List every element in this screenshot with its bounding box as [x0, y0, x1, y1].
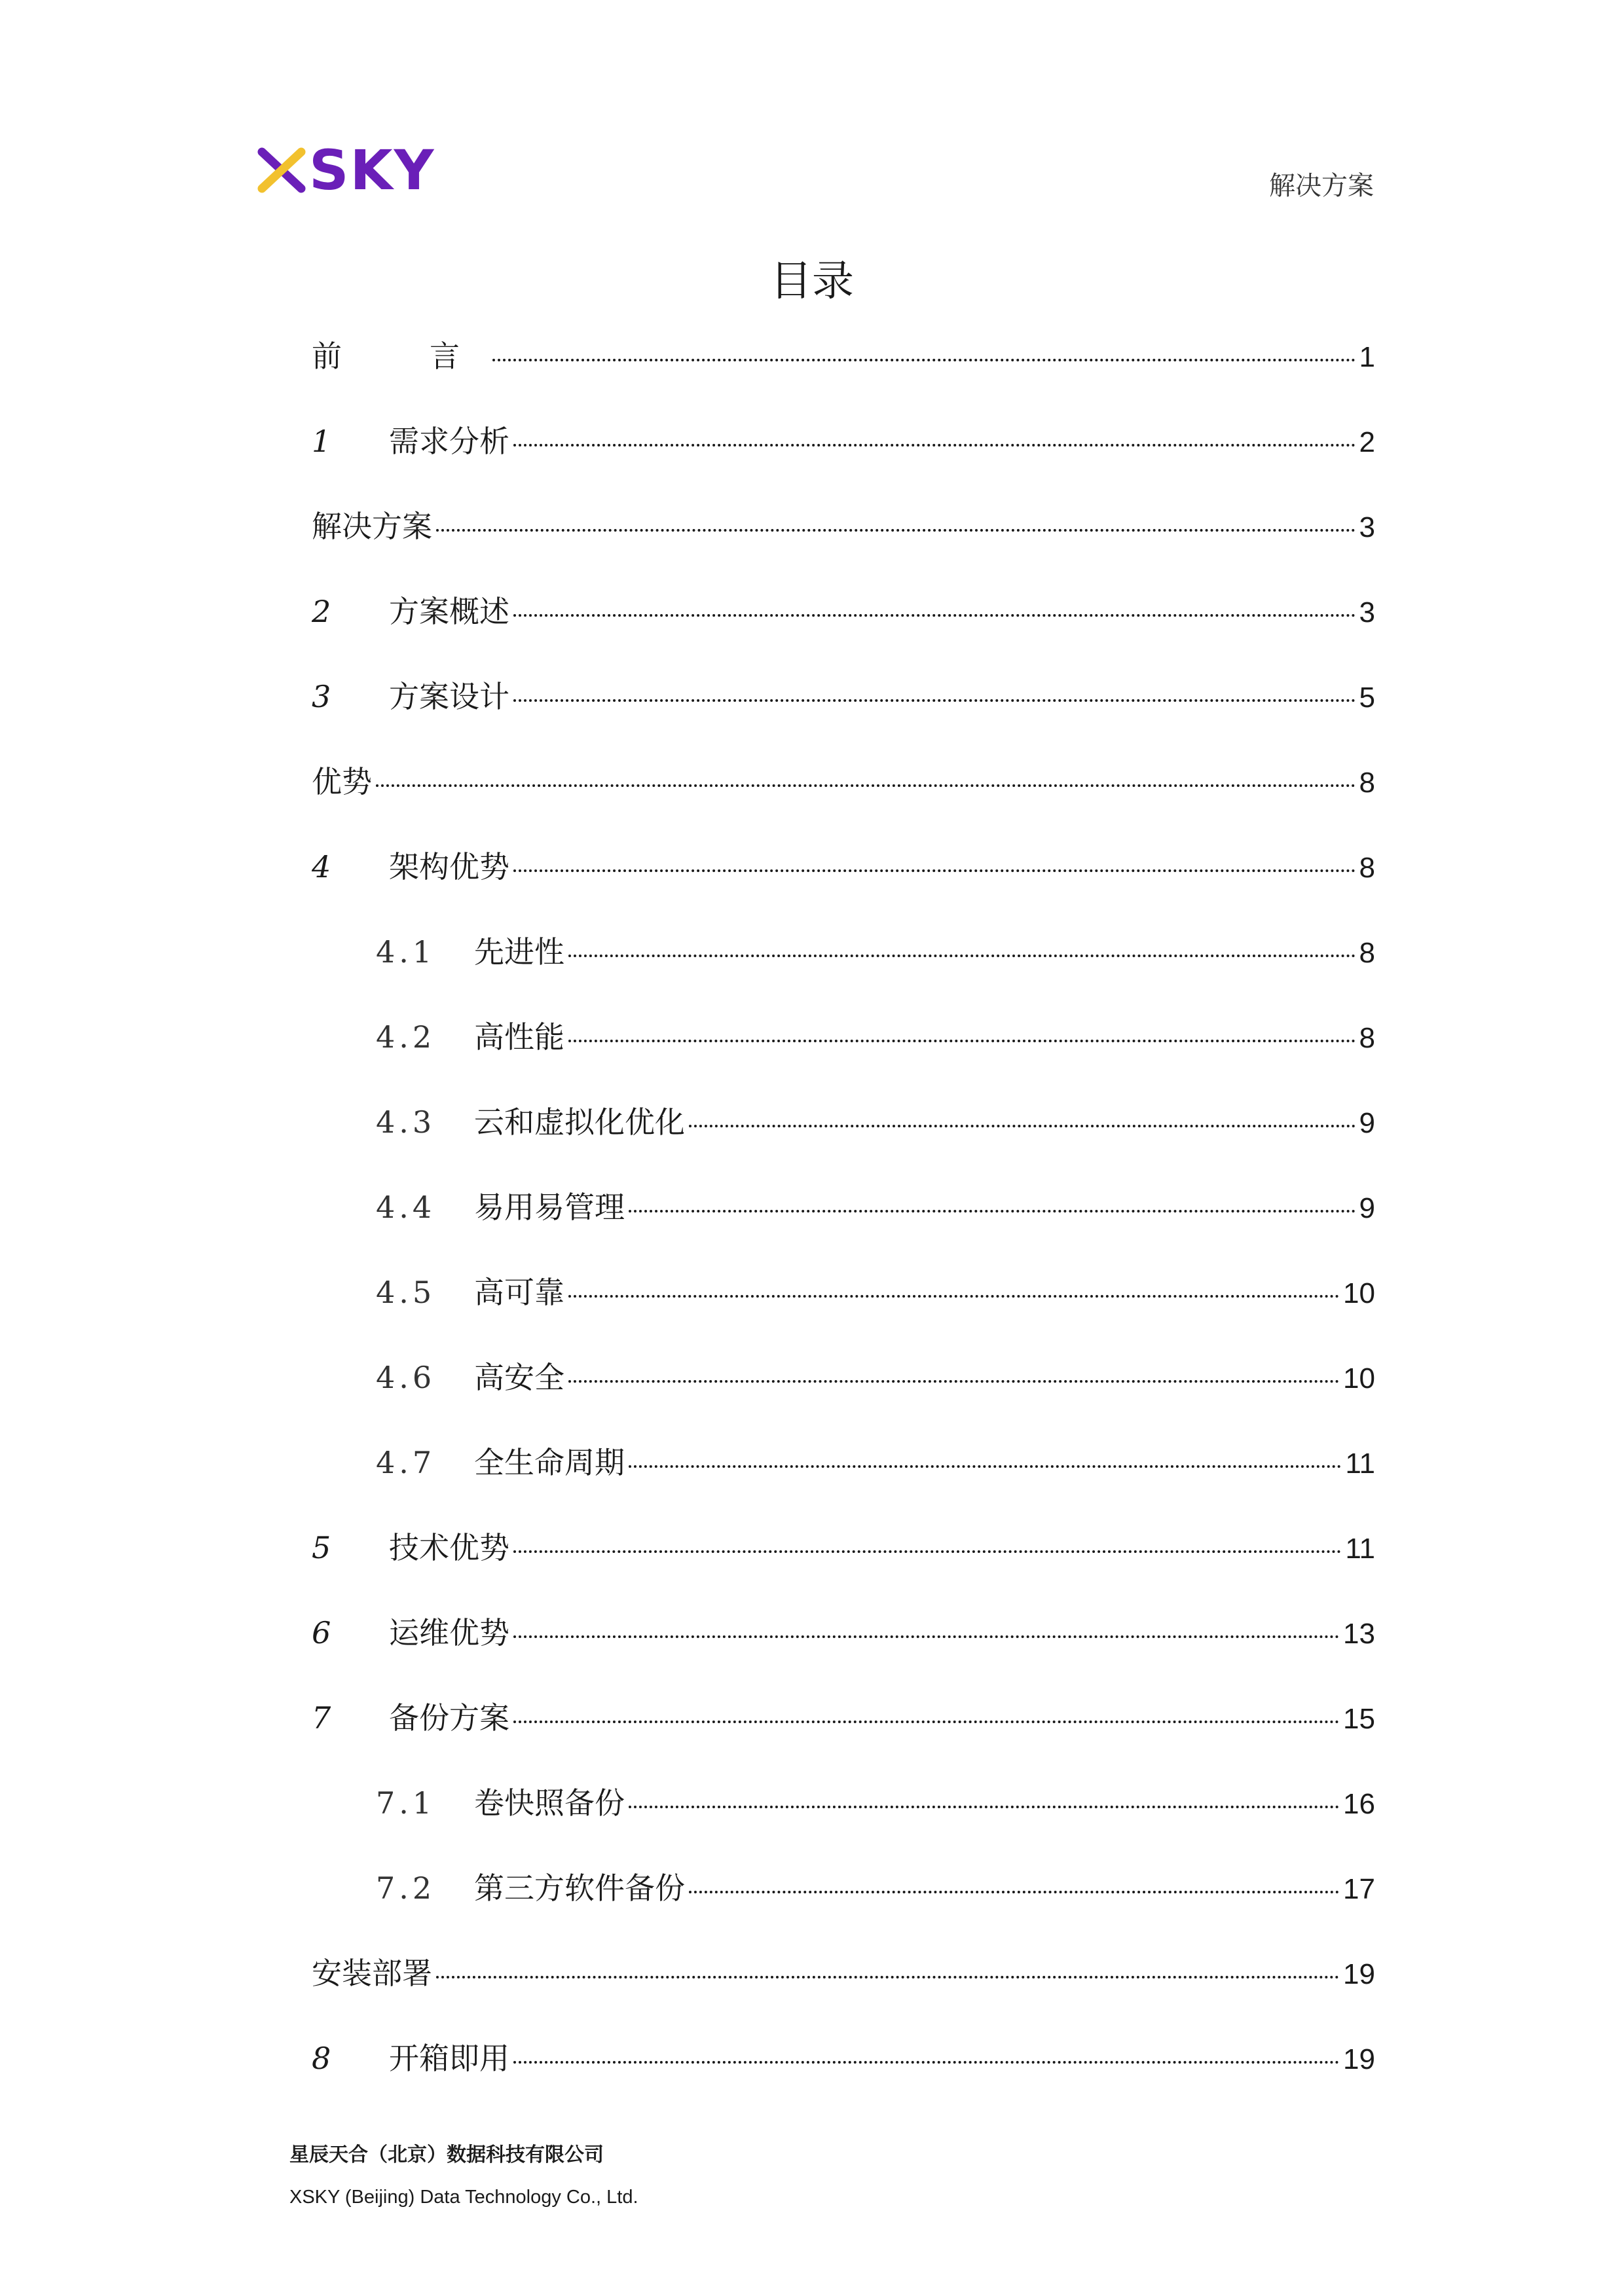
toc-entry-title: 需求分析 — [389, 424, 509, 459]
toc-entry-page-number: 3 — [1359, 511, 1375, 543]
toc-entry[interactable] — [312, 1099, 1375, 1184]
toc-entry-number: 7.1 — [376, 1785, 436, 1821]
toc-entry-page-number: 15 — [1343, 1703, 1375, 1735]
toc-dot-leader — [513, 2061, 1339, 2064]
toc-dot-leader — [513, 1635, 1339, 1638]
toc-entry[interactable] — [312, 418, 1375, 503]
toc-entry-title: 卷快照备份 — [474, 1785, 625, 1821]
toc-entry-number: 2 — [312, 594, 331, 629]
toc-entry-title: 备份方案 — [389, 1700, 509, 1736]
table-of-contents — [312, 333, 1375, 2120]
toc-entry-number: 1 — [312, 424, 331, 459]
toc-entry-title: 易用易管理 — [474, 1190, 625, 1225]
toc-entry[interactable] — [312, 1269, 1375, 1354]
toc-entry-page-number: 1 — [1359, 341, 1375, 373]
header-section-label: 解决方案 — [1269, 171, 1374, 201]
toc-dot-leader — [513, 699, 1356, 702]
toc-entry-title: 技术优势 — [389, 1530, 509, 1565]
toc-entry[interactable] — [312, 758, 1375, 843]
toc-entry-number: 8 — [312, 2041, 331, 2076]
toc-dot-leader — [436, 529, 1356, 532]
toc-dot-leader — [568, 955, 1356, 957]
toc-dot-leader — [689, 1891, 1339, 1893]
toc-entry-page-number: 11 — [1345, 1533, 1375, 1565]
toc-entry-page-number: 8 — [1359, 767, 1375, 799]
toc-entry[interactable] — [312, 1524, 1375, 1609]
toc-dot-leader — [513, 1550, 1341, 1553]
toc-entry-title: 安装部署 — [312, 1956, 432, 1991]
toc-entry-title: 云和虚拟化优化 — [474, 1104, 685, 1140]
toc-entry-number: 4.4 — [376, 1190, 436, 1225]
toc-entry-number: 4.3 — [376, 1104, 436, 1140]
toc-dot-leader — [376, 784, 1356, 787]
toc-entry[interactable] — [312, 1694, 1375, 1779]
toc-entry-title: 方案设计 — [389, 679, 509, 714]
page-footer — [289, 2141, 638, 2212]
toc-dot-leader — [513, 869, 1356, 872]
toc-entry-page-number: 5 — [1359, 682, 1375, 714]
toc-entry-page-number: 10 — [1343, 1277, 1375, 1309]
toc-dot-leader — [629, 1465, 1341, 1468]
toc-entry-title: 高可靠 — [474, 1275, 564, 1310]
toc-entry-title: 先进性 — [474, 934, 564, 970]
xsky-logo-x-mark — [257, 145, 306, 195]
toc-entry-title: 运维优势 — [389, 1615, 509, 1650]
toc-entry-number: 4.5 — [376, 1275, 436, 1310]
toc-entry-title: 开箱即用 — [389, 2041, 509, 2076]
toc-entry-number: 4.1 — [376, 934, 436, 970]
toc-entry-number: 7 — [312, 1700, 331, 1736]
toc-entry-number: 5 — [312, 1530, 331, 1565]
toc-entry-page-number: 19 — [1343, 2043, 1375, 2075]
toc-dot-leader — [629, 1806, 1339, 1808]
toc-entry-page-number: 13 — [1343, 1618, 1375, 1650]
toc-entry[interactable] — [312, 1184, 1375, 1269]
toc-entry-title: 高安全 — [474, 1360, 564, 1395]
toc-entry-number: 6 — [312, 1615, 331, 1650]
toc-entry-title: 优势 — [312, 764, 372, 799]
toc-entry-number: 7.2 — [376, 1870, 436, 1906]
toc-entry[interactable] — [312, 928, 1375, 1013]
toc-entry-page-number: 8 — [1359, 937, 1375, 969]
xsky-logo-text: SKY — [309, 138, 435, 202]
page-title: 目录 — [770, 257, 854, 306]
toc-entry[interactable] — [312, 843, 1375, 928]
toc-entry[interactable] — [312, 1609, 1375, 1694]
toc-dot-leader — [513, 1721, 1339, 1723]
toc-entry[interactable] — [312, 1013, 1375, 1099]
toc-entry-title: 前 言 — [312, 338, 489, 374]
toc-entry-number: 4 — [312, 849, 331, 884]
toc-entry-title: 架构优势 — [389, 849, 509, 884]
toc-entry-page-number: 10 — [1343, 1362, 1375, 1394]
toc-dot-leader — [513, 444, 1356, 446]
toc-entry[interactable] — [312, 673, 1375, 758]
footer-company-cn: 星辰天合（北京）数据科技有限公司 — [289, 2143, 604, 2166]
toc-entry-page-number: 11 — [1345, 1448, 1375, 1480]
toc-entry[interactable] — [312, 333, 1375, 418]
toc-entry-page-number: 3 — [1359, 596, 1375, 629]
toc-entry[interactable] — [312, 1779, 1375, 1865]
toc-entry[interactable] — [312, 1354, 1375, 1439]
toc-entry-title: 方案概述 — [389, 594, 509, 629]
toc-entry[interactable] — [312, 1865, 1375, 1950]
toc-dot-leader — [629, 1210, 1356, 1212]
toc-entry-page-number: 8 — [1359, 852, 1375, 884]
toc-entry-page-number: 16 — [1343, 1788, 1375, 1820]
toc-entry-page-number: 8 — [1359, 1022, 1375, 1054]
toc-entry-number: 4.2 — [376, 1019, 436, 1055]
toc-entry-page-number: 9 — [1359, 1107, 1375, 1139]
toc-entry[interactable] — [312, 1950, 1375, 2035]
toc-entry-title: 解决方案 — [312, 509, 432, 544]
toc-entry-page-number: 19 — [1343, 1958, 1375, 1990]
toc-dot-leader — [568, 1295, 1339, 1298]
toc-entry-title: 高性能 — [474, 1019, 564, 1055]
toc-entry-page-number: 2 — [1359, 426, 1375, 458]
toc-dot-leader — [568, 1040, 1356, 1042]
toc-entry-number: 4.6 — [376, 1360, 436, 1395]
toc-dot-leader — [492, 359, 1356, 361]
toc-entry-page-number: 9 — [1359, 1192, 1375, 1224]
toc-entry-page-number: 17 — [1343, 1873, 1375, 1905]
toc-dot-leader — [568, 1380, 1339, 1383]
toc-entry[interactable] — [312, 588, 1375, 673]
toc-dot-leader — [689, 1125, 1356, 1127]
toc-entry[interactable] — [312, 2035, 1375, 2120]
toc-entry-title: 第三方软件备份 — [474, 1870, 685, 1906]
toc-dot-leader — [436, 1976, 1339, 1978]
toc-entry-title: 全生命周期 — [474, 1445, 625, 1480]
toc-entry[interactable] — [312, 503, 1375, 588]
xsky-logo — [257, 138, 435, 202]
toc-entry[interactable] — [312, 1439, 1375, 1524]
toc-entry-number: 3 — [312, 679, 331, 714]
toc-dot-leader — [513, 614, 1356, 617]
footer-company-en: XSKY (Beijing) Data Technology Co., Ltd. — [289, 2187, 638, 2208]
toc-entry-number: 4.7 — [376, 1445, 436, 1480]
